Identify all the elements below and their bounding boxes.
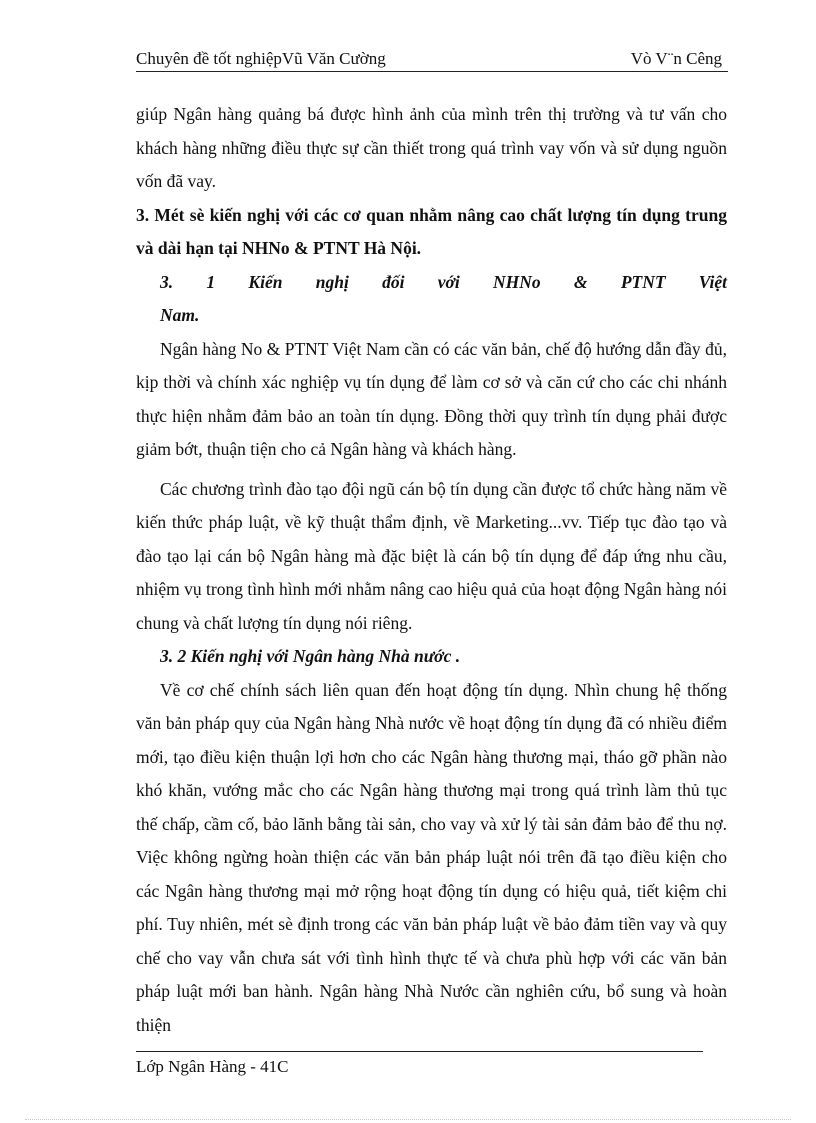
header-course-title: Chuyên đề tốt nghiệpVũ Văn Cường (136, 49, 386, 68)
document-body (136, 98, 727, 1042)
paragraph-continuation: giúp Ngân hàng quảng bá được hình ảnh của mình trên thị trường và tư vấn cho khách hàng những điều thực sự cần thiết trong quá trình vay vốn và sử dụng nguồn vốn đã vay. (136, 104, 727, 191)
footer-divider (136, 1051, 703, 1052)
page-header (136, 48, 728, 70)
page-footer: Lớp Ngân Hàng - 41C (136, 1057, 289, 1076)
subsection-heading-3-2: 3. 2 Kiến nghị với Ngân hàng Nhà nước . (160, 646, 461, 666)
paragraph-agribank-recommendation: Ngân hàng No & PTNT Việt Nam cần có các văn bản, chế độ hướng dẫn đầy đủ, kịp thời và chính xác nghiệp vụ tín dụng để làm cơ sở và căn cứ cho các chi nhánh thực hiện nhằm đảm bảo an toàn tín dụng. Đồng thời quy trình tín dụng phải được giảm bớt, thuận tiện cho cả Ngân hàng và khách hàng. (136, 338, 727, 459)
paragraph-training: Các chương trình đào tạo đội ngũ cán bộ tín dụng cần được tổ chức hàng năm về kiến thức pháp luật, về kỹ thuật thẩm định, về Marketing...vv. Tiếp tục đào tạo và đào tạo lại cán bộ Ngân hàng mà đặc biệt là cán bộ tín dụng để đáp ứng nhu cầu, nhiệm vụ trong tình hình mới nhằm nâng cao hiệu quả của hoạt động Ngân hàng nói chung và chất lượng tín dụng nói riêng. (136, 478, 727, 633)
page-bottom-border (25, 1119, 791, 1120)
paragraph-state-bank-policy: Về cơ chế chính sách liên quan đến hoạt động tín dụng. Nhìn chung hệ thống văn bản pháp quy của Ngân hàng Nhà nước về hoạt động tín dụng đã có nhiều điểm mới, tạo điều kiện thuận lợi hơn cho các Ngân hàng thương mại, tháo gỡ phần nào khó khăn, vướng mắc cho các Ngân hàng thương mại trong quá trình làm thủ tục thế chấp, cầm cố, bảo lãnh bằng tài sản, cho vay và xử lý tài sản đảm bảo để thu nợ. Việc không ngừng hoàn thiện các văn bản pháp luật nói trên đã tạo điều kiện cho các Ngân hàng thương mại mở rộng hoạt động tín dụng có hiệu quả, tiết kiệm chi phí. Tuy nhiên, mét sè định trong các văn bản pháp luật về bảo đảm tiền vay và quy chế cho vay vẫn chưa sát với tình hình thực tế và chưa phù hợp với các văn bản pháp luật mới ban hành. Ngân hàng Nhà Nước cần nghiên cứu, bổ sung và hoàn thiện (136, 679, 727, 1035)
header-author-name: Vò V¨n Cêng (630, 49, 722, 68)
section-heading-3: 3. Mét sè kiến nghị với các cơ quan nhằm nâng cao chất lượng tín dụng trung và dài hạn tại NHNo & PTNT Hà Nội. (136, 204, 727, 258)
header-divider (136, 71, 728, 72)
subsection-heading-3-1: 3. 1 Kiến nghị đối với NHNo & PTNT Việt Nam. (160, 271, 727, 325)
